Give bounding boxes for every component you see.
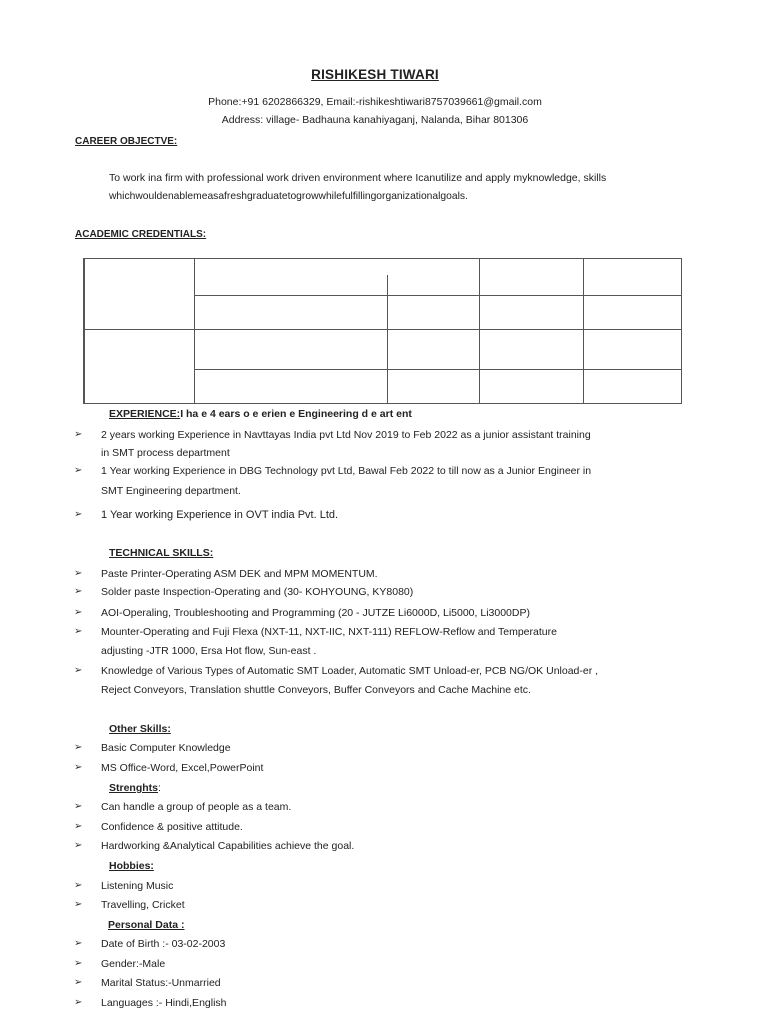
other-skill-item-2: MS Office-Word, Excel,PowerPoint xyxy=(101,762,264,774)
experience-heading-text: I ha e 4 ears o e erien e Engineering d e art ent xyxy=(180,408,412,420)
bullet-icon: ➢ xyxy=(74,465,83,476)
personal-item-languages: Languages :- Hindi,English xyxy=(101,997,227,1009)
personal-item-dob: Date of Birth :- 03-02-2003 xyxy=(101,938,226,950)
technical-item-1: Paste Printer-Operating ASM DEK and MPM MOMENTUM. xyxy=(101,568,378,580)
experience-item-2-line-1: 1 Year working Experience in DBG Technology pvt Ltd, Bawal Feb 2022 to till now as a Junior Engineer in xyxy=(101,465,592,477)
experience-item-2-line-2: SMT Engineering department. xyxy=(101,485,241,497)
experience-heading xyxy=(109,408,412,420)
technical-item-4-line-2: adjusting -JTR 1000, Ersa Hot flow, Sun-east . xyxy=(101,645,317,657)
bullet-icon: ➢ xyxy=(74,429,83,440)
bullet-icon: ➢ xyxy=(74,762,83,773)
technical-item-3: AOI-Operaling, Troubleshooting and Programming (20 - JUTZE Li6000D, Li5000, Li3000DP) xyxy=(101,607,530,619)
address-line: Address: village- Badhauna kanahiyaganj, Nalanda, Bihar 801306 xyxy=(221,114,529,126)
bullet-icon: ➢ xyxy=(74,899,83,910)
bullet-icon: ➢ xyxy=(74,586,83,597)
strength-item-1: Can handle a group of people as a team. xyxy=(101,801,292,813)
resume-name: RISHIKESH TIWARI xyxy=(311,67,439,82)
other-skill-item-1: Basic Computer Knowledge xyxy=(101,742,231,754)
academic-credentials-heading: ACADEMIC CREDENTIALS: xyxy=(75,229,207,240)
hobbies-heading: Hobbies: xyxy=(109,860,154,872)
personal-item-marital-status: Marital Status:-Unmarried xyxy=(101,977,221,989)
bullet-icon: ➢ xyxy=(74,509,83,520)
personal-data-heading: Personal Data : xyxy=(108,919,185,931)
technical-item-4-line-1: Mounter-Operating and Fuji Flexa (NXT-11, NXT-IIC, NXT-111) REFLOW-Reflow and Temperature xyxy=(101,626,557,638)
strengths-heading xyxy=(109,782,161,794)
strength-item-3: Hardworking &Analytical Capabilities achieve the goal. xyxy=(101,840,355,852)
strength-item-2: Confidence & positive attitude. xyxy=(101,821,243,833)
bullet-icon: ➢ xyxy=(74,742,83,753)
experience-item-1-line-1: 2 years working Experience in Navttayas India pvt Ltd Nov 2019 to Feb 2022 as a junior assistant training xyxy=(101,429,591,441)
bullet-icon: ➢ xyxy=(74,801,83,812)
experience-heading-label: EXPERIENCE: xyxy=(109,408,181,420)
bullet-icon: ➢ xyxy=(74,665,83,676)
experience-item-1-line-2: in SMT process department xyxy=(101,447,230,459)
technical-item-2: Solder paste Inspection-Operating and (30- KOHYOUNG, KY8080) xyxy=(101,586,414,598)
bullet-icon: ➢ xyxy=(74,958,83,969)
technical-item-5-line-2: Reject Conveyors, Translation shuttle Conveyors, Buffer Conveyors and Cache Machine etc. xyxy=(101,684,531,696)
other-skills-heading: Other Skills: xyxy=(109,723,171,735)
bullet-icon: ➢ xyxy=(74,626,83,637)
contact-line: Phone:+91 6202866329, Email:-rishikeshtiwari8757039661@gmail.com xyxy=(208,96,542,108)
strengths-heading-label: Strenghts xyxy=(109,782,159,794)
bullet-icon: ➢ xyxy=(74,821,83,832)
bullet-icon: ➢ xyxy=(74,607,83,618)
hobby-item-1: Listening Music xyxy=(101,880,174,892)
technical-skills-heading: TECHNICAL SKILLS: xyxy=(109,547,214,559)
bullet-icon: ➢ xyxy=(74,997,83,1008)
career-objective-line-2: whichwouldenablemeasafreshgraduatetogrowwhilefulfillingorganizationalgoals. xyxy=(109,191,468,202)
bullet-icon: ➢ xyxy=(74,938,83,949)
career-objective-line-1: To work ina firm with professional work driven environment where Icanutilize and apply myknowledge, skills xyxy=(109,172,607,184)
bullet-icon: ➢ xyxy=(74,880,83,891)
bullet-icon: ➢ xyxy=(74,840,83,851)
strengths-heading-colon: : xyxy=(158,782,161,794)
bullet-icon: ➢ xyxy=(74,977,83,988)
bullet-icon: ➢ xyxy=(74,568,83,579)
personal-item-gender: Gender:-Male xyxy=(101,958,166,970)
career-objective-heading: CAREER OBJECTVE: xyxy=(75,136,178,147)
technical-item-5-line-1: Knowledge of Various Types of Automatic SMT Loader, Automatic SMT Unload-er, PCB NG/OK Unload-er , xyxy=(101,665,599,677)
hobby-item-2: Travelling, Cricket xyxy=(101,899,185,911)
experience-item-3-line-1: 1 Year working Experience in OVT india Pvt. Ltd. xyxy=(101,509,339,521)
academic-credentials-table xyxy=(83,258,682,404)
